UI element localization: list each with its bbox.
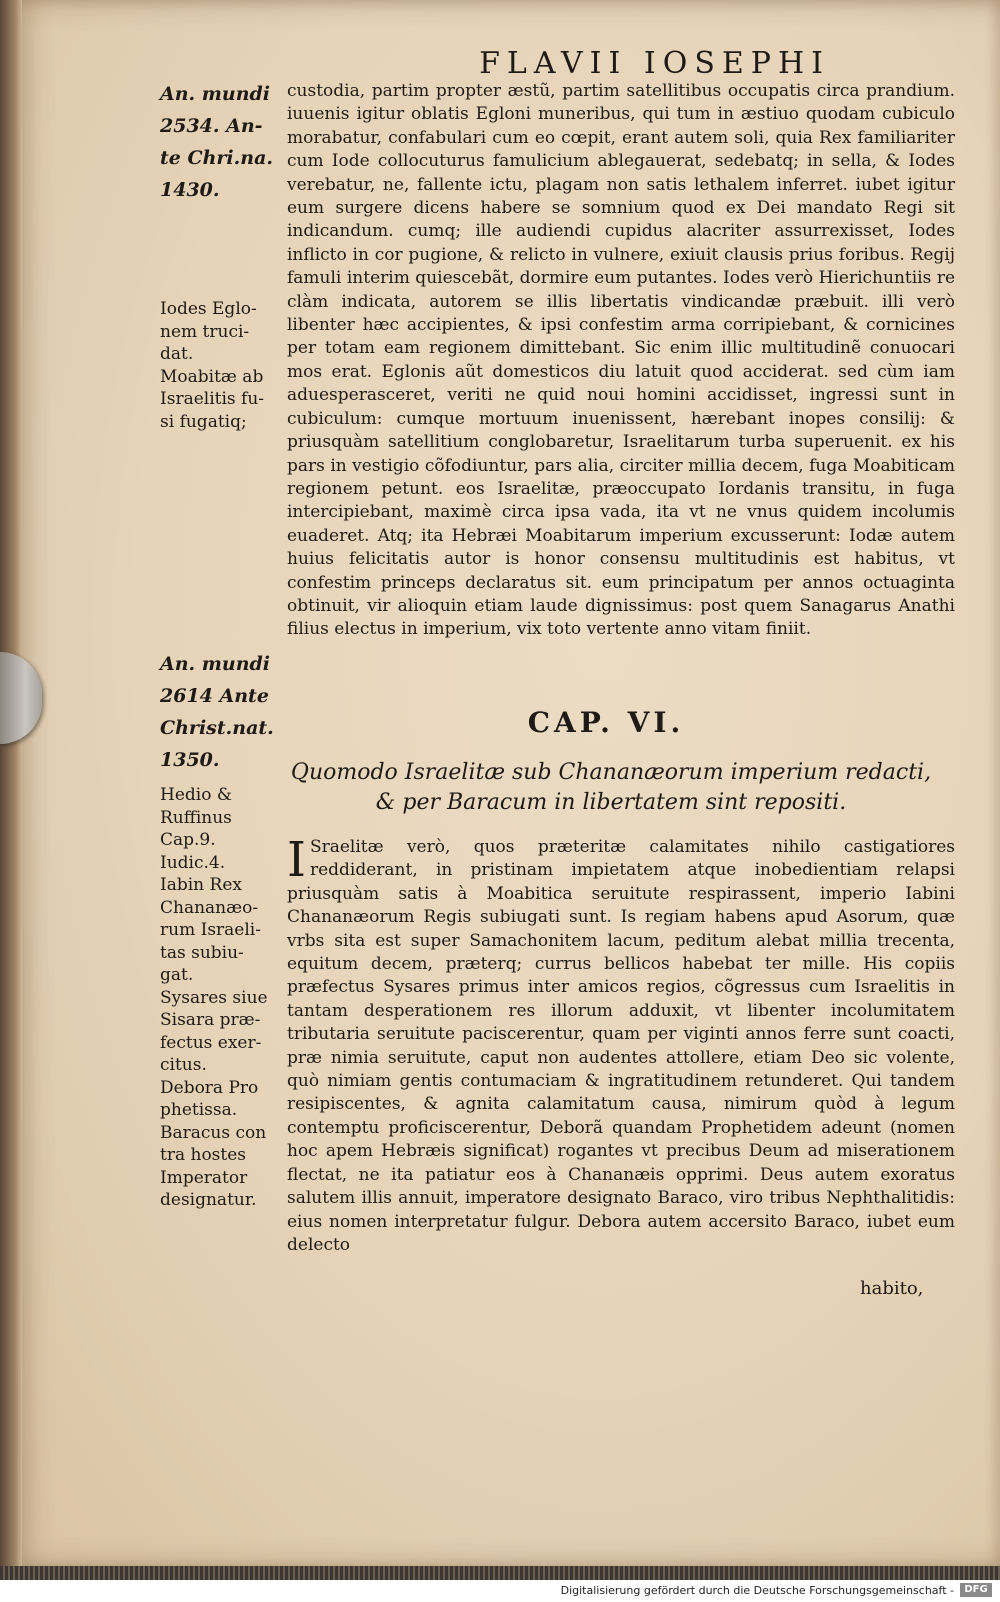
margin-date: An. mundi [160, 653, 271, 675]
margin-date: 2614 Ante [160, 685, 269, 707]
margin-date: 1430. [160, 179, 220, 201]
margin-notes-mid [160, 648, 276, 776]
catchword: habito, [860, 1278, 924, 1299]
margin-note: Cap.9. [160, 830, 216, 850]
paragraph: custodia, partim propter æstũ, partim satellitibus occupatis circa prandium. iuuenis igitur oblatis Egloni muneribus, qui tum in æstiuo quodam cubiculo morabatur, confabulari cum eo cœpit, erant autem soli, quia Rex familiariter cum Iode collocuturus famulicium ablegauerat, sedebatq; in sella, & Iodes verebatur, ne, fallente ictu, plagam non satis lethalem inferret. iubet igitur eum surgere dicens habere se somnium quod ex Dei mandato Regi sit indicandum. cumq; ille audiendi cupidus alacriter assurrexisset, Iodes inflicto in cor pugione, & relicto in vulnere, exiuit clausis prius foribus. Regij famuli interim quiescebãt, dormire eum putantes. Iodes verò Hierichuntiis re clàm indicata, autorem se illis libertatis vindicandæ præbuit. illi verò libenter hæc accipientes, & ipsi confestim arma corripiebant, & cornicines per totam eam regionem dimittebant. Sic enim illic multitudinẽ conuocari mos erat. Eglonis aũt domesticos diu latuit quod acciderat. sed cùm iam aduesperasceret, veriti ne quid noui homini accidisset, ingressi sunt in cubiculum: cumque mortuum inuenissent, hærebant inopes consilij: & priusquàm satellitium conglobaretur, Israelitarum turba superuenit. ex his pars in vestigio cõfodiuntur, pars alia, circiter millia decem, fuga Moabiticam regionem petunt. eos Israelitæ, præoccupato Iordanis transitu, in fuga intercipiebant, maximè circa ipsa vada, ita vt ne vnus quidem incolumis euaderet. Atq; ita Hebræi Moabitarum imperium excusserunt: Iodæ autem huius felicitatis autor is honor consensu multitudinis est habitus, vt confestim princeps declaratus sit. eum principatum per annos octuaginta obtinuit, vir alioquin etiam laude dignissimus: post quem Sanagarus Anathi filius electus in imperium, vix toto vertente anno vitam finiit. [287, 81, 955, 640]
margin-date: 2534. An- [160, 115, 263, 137]
margin-note: Imperator [160, 1167, 248, 1188]
chapter-heading: CAP. VI. [527, 706, 685, 739]
margin-note: Chananæo- [160, 897, 259, 918]
margin-note: designatur. [160, 1190, 257, 1210]
margin-date: 1350. [160, 749, 220, 771]
margin-note: Sisara præ- [160, 1010, 261, 1030]
margin-note: Debora Pro [160, 1077, 259, 1098]
book-spine [0, 0, 22, 1568]
margin-note: nem truci- [160, 321, 250, 342]
chapter-subtitle: Quomodo Israelitæ sub Chananæorum imperium redacti, & per Baracum in libertatem sint repositi. [290, 760, 932, 815]
margin-date: te Chri.na. [160, 147, 273, 169]
margin-note: Iodes Eglo- [160, 299, 257, 319]
margin-note: Iudic.4. [160, 852, 226, 873]
margin-note: dat. [160, 344, 194, 364]
margin-date: Christ.nat. [160, 717, 274, 739]
margin-note: si fugatiq; [160, 411, 247, 432]
page-bottom-edge [0, 1566, 1000, 1580]
margin-note: tra hostes [160, 1145, 247, 1165]
dfg-logo: DFG [960, 1583, 992, 1597]
body-text-top [287, 80, 955, 642]
margin-note: tas subiu- [160, 942, 244, 963]
margin-note: Sysares siue [160, 987, 268, 1008]
margin-notes-top-summary [160, 298, 276, 433]
margin-notes-mid-summary [160, 784, 276, 1212]
margin-notes-top [160, 78, 276, 206]
margin-note: rum Israeli- [160, 920, 261, 940]
margin-note: Baracus con [160, 1122, 267, 1143]
margin-note: gat. [160, 965, 194, 985]
margin-date: An. mundi [160, 83, 271, 105]
drop-cap: I [287, 832, 306, 888]
footer-credit: Digitalisierung gefördert durch die Deutsche Forschungsgemeinschaft - [560, 1584, 954, 1597]
margin-note: Ruffinus [160, 807, 232, 828]
body-text-bottom [287, 832, 955, 1257]
margin-note: Iabin Rex [160, 875, 242, 895]
margin-note: Moabitæ ab [160, 366, 264, 387]
margin-note: Israelitis fu- [160, 389, 265, 409]
running-header: FLAVII IOSEPHI [479, 46, 830, 81]
margin-note: phetissa. [160, 1100, 238, 1120]
margin-note: fectus exer- [160, 1032, 262, 1053]
margin-note: Hedio & [160, 785, 232, 805]
paragraph: Sraelitæ verò, quos præteritæ calamitates nihilo castigatiores reddiderant, in pristinam impietatem atque inobedientiam relapsi priusquàm satis à Moabitica seruitute respirassent, imperio Iabini Chananæorum Regis subiugati sunt. Is regiam habens apud Asorum, quæ vrbs sita est super Samachonitem lacum, peditum alebat millia trecenta, equitum decem, præterq; currus bellicos habebat ter mille. His copiis præfectus Sysares primus inter amicos regios, cõgressus cum Israelitis in tantam desperationem res illorum adduxit, vt libenter incolumitatem tributaria seruitute paciscerentur, quam per viginti annos ferre sunt coacti, præ nimia seruitute, caput non audentes attollere, etiam Deo sic volente, quò nimiam gentis contumaciam & ingratitudinem retunderet. Qui tandem resipiscentes, & agnita calamitatum causa, nimirum quòd à legum contemptu proficiscerentur, Deborã quandam Prophetidem adeunt (nomen hoc apem Hebræis significat) rogantes vt precibus Deum ad miserationem flectat, ne ita patiatur eos à Chananæis opprimi. Deus autem exoratus salutem illis annuit, imperatore designato Baraco, viro tribus Nephthalitidis: eius nomen interpretatur fulgur. Debora autem accersito Baraco, iubet eum delecto [287, 837, 955, 1255]
margin-note: citus. [160, 1055, 207, 1075]
